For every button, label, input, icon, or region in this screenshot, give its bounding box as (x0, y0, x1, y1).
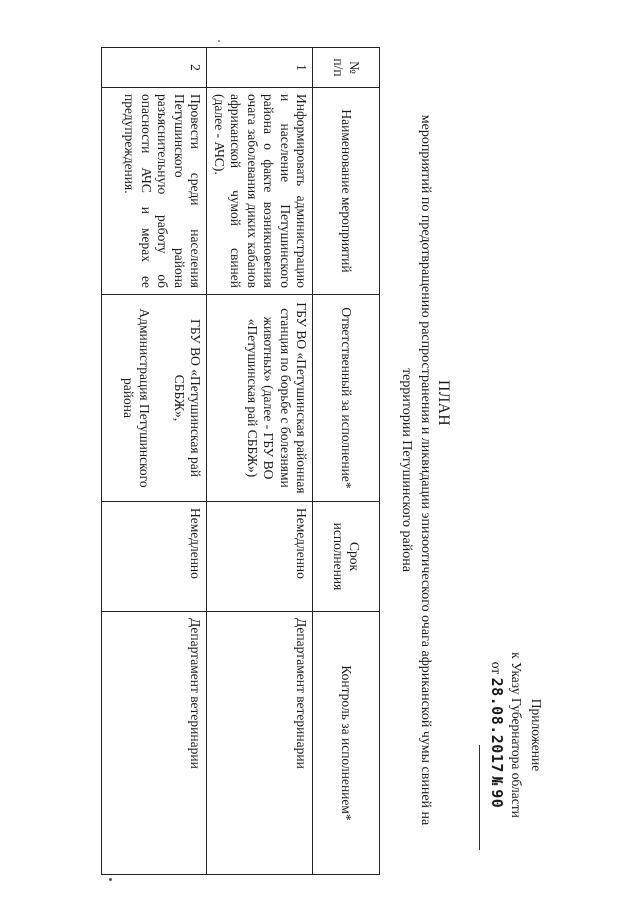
appendix-title: Приложение (529, 698, 544, 772)
appendix-block (485, 620, 546, 850)
appendix-date-line (485, 620, 507, 850)
plan-subtitle: мероприятий по предотвращению распространения и ликвидации эпизоотического очага африканской чумы свиней на территории Петушинского района (399, 114, 433, 826)
row-responsible: ГБУ ВО «Петушинская районная станция по борьбе с болезнями животных» (далее - ГБУ ВО «Петушинская рай СББЖ») (207, 295, 313, 502)
row-num: 1 (207, 48, 313, 88)
row-num: 2 (102, 48, 207, 88)
header-term: Срок исполнения (313, 502, 380, 612)
row-responsible-cell (102, 295, 207, 502)
decree-number: 90 (487, 789, 506, 809)
row-term: Немедленно (207, 502, 313, 612)
scan-speck (218, 40, 220, 42)
row-action: Провести среди населения Петушинского района разъяснительную работу об опасности АЧС и мерах ее предупреждения. (102, 88, 207, 295)
header-num: № п/п (313, 48, 380, 88)
header-action: Наименование мероприятий (313, 88, 380, 295)
plan-table (101, 47, 380, 875)
decree-date: 28.08.2017 (487, 677, 506, 773)
table-header-row (313, 48, 380, 875)
row-term: Немедленно (102, 502, 207, 612)
appendix-decree-line: к Указу Губернатора области (509, 652, 525, 818)
header-control: Контроль за исполнением* (313, 612, 380, 875)
row-control: Департамент ветеринарии (102, 612, 207, 875)
signature-underline (479, 745, 480, 850)
row-responsible: ГБУ ВО «Петушинская рай СББЖ», (171, 319, 204, 477)
row-action: Информировать администрацию и население Петушинского района о факте возникновения очага заболевания диких кабанов африканской чумой свиней (далее - АЧС). (207, 88, 313, 295)
header-responsible: Ответственный за исполнение* (313, 295, 380, 502)
table-row (102, 48, 207, 875)
date-prefix: от (488, 661, 504, 675)
row-responsible-2: Администрация Петушинского района (120, 308, 153, 488)
row-control: Департамент ветеринарии (207, 612, 313, 875)
plan-title: ПЛАН (435, 380, 452, 427)
table-row (207, 48, 313, 875)
scan-speck (109, 878, 112, 881)
number-sign: № (487, 776, 506, 786)
